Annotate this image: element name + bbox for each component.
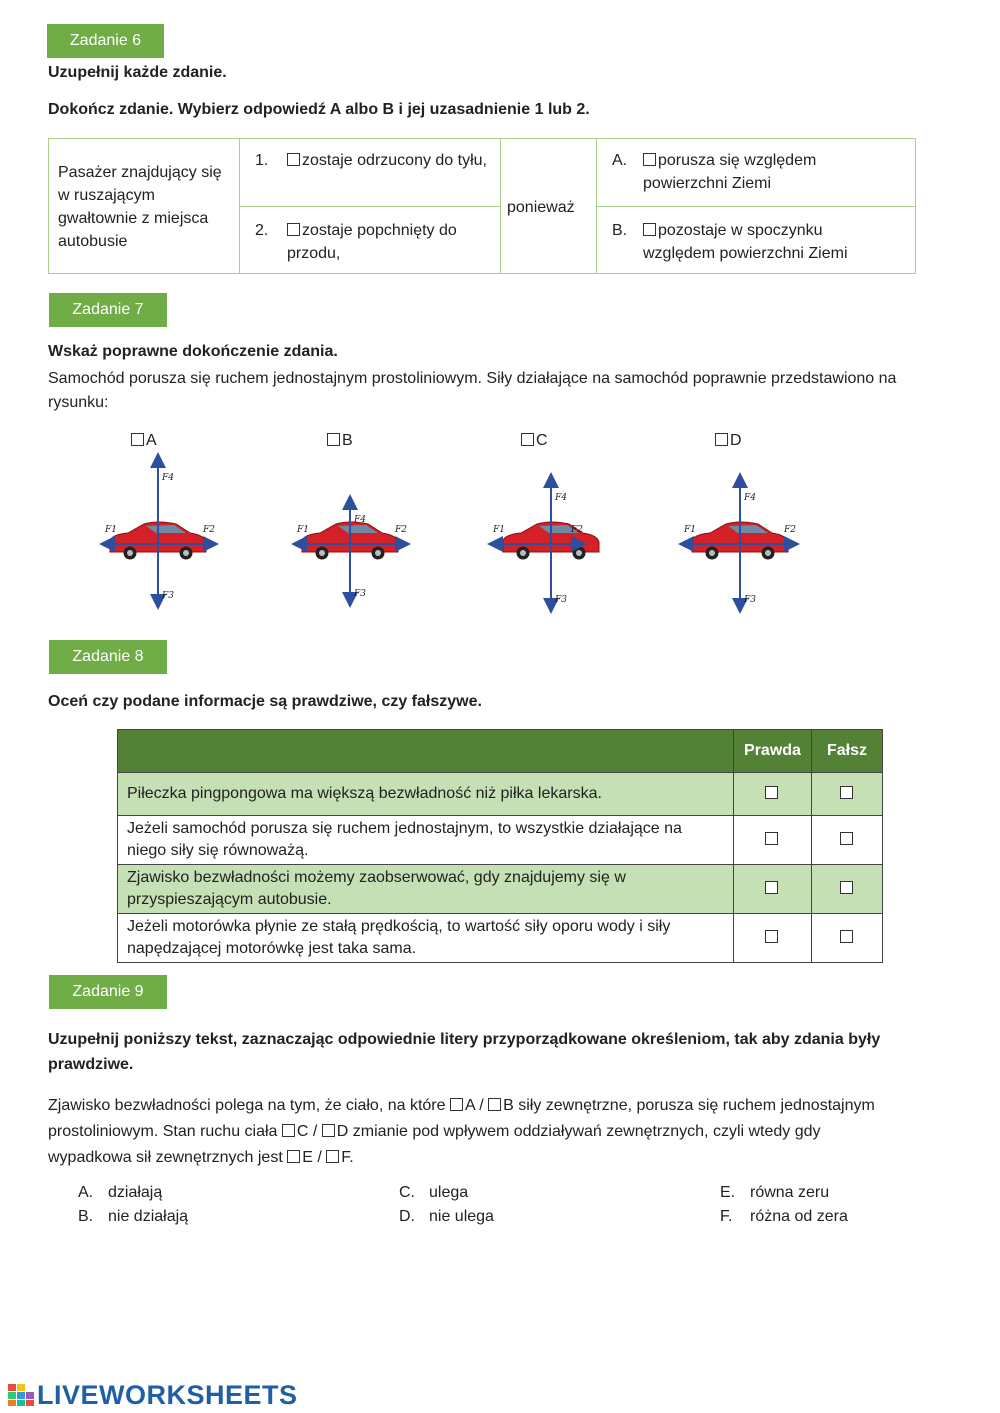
z7-option-a-label: A xyxy=(146,432,157,449)
checkbox[interactable] xyxy=(287,223,300,236)
z9-instruction: Uzupełnij poniższy tekst, zaznaczając odpowiednie litery przyporządkowane określeniom, tak aby zdania były prawdziwe. xyxy=(48,1031,881,1073)
z7-option-a[interactable] xyxy=(131,432,157,450)
z9-paragraph: Zjawisko bezwładności polega na tym, że ciało, na które A / B siły zewnętrzne, porusza się ruchem jednostajnym prostoliniowym. Stan ruchu ciała C / D zmianie pod wpływem oddziaływań zewnętrznych, czyli wtedy gdy wypadkowa sił zewnętrznych jest E / F. xyxy=(48,1097,875,1166)
force-f2-label: F2 xyxy=(784,525,796,535)
z6-opt2-num: 2. xyxy=(255,222,269,239)
z7-force-diagrams xyxy=(0,450,1000,620)
table-row xyxy=(118,816,883,865)
zadanie-9-badge: Zadanie 9 xyxy=(49,975,167,1009)
z6-opt1-text: zostaje odrzucony do tyłu, xyxy=(302,152,487,169)
z8-table xyxy=(117,729,883,963)
z6-subject: Pasażer znajdujący się w ruszającym gwałtownie z miejsca autobusie xyxy=(58,164,222,250)
z6-optA-num: A. xyxy=(612,152,628,169)
col-prawda: Prawda xyxy=(734,730,812,773)
z9-option-a: A. działają xyxy=(78,1184,163,1201)
true-checkbox[interactable] xyxy=(765,881,778,894)
z9-option-d: D. nie ulega xyxy=(399,1208,494,1225)
table-row xyxy=(118,914,883,963)
z6-optA-text: porusza się względem powierzchni Ziemi xyxy=(643,152,817,192)
false-checkbox[interactable] xyxy=(840,786,853,799)
false-checkbox[interactable] xyxy=(840,832,853,845)
z6-instruction-2: Dokończ zdanie. Wybierz odpowiedź A albo B i jej uzasadnienie 1 lub 2. xyxy=(48,101,590,118)
z6-instruction-1: Uzupełnij każde zdanie. xyxy=(48,64,227,81)
z7-option-b-label: B xyxy=(342,432,353,449)
z6-opt2[interactable] xyxy=(287,219,487,265)
force-f4-label: F4 xyxy=(354,515,366,525)
checkbox-d[interactable] xyxy=(322,1124,335,1137)
statement: Jeżeli motorówka płynie ze stałą prędkością, to wartość siły oporu wody i siły napędzającej motorówkę jest taka sama. xyxy=(118,914,734,963)
z9-option-e: E. równa zeru xyxy=(720,1184,830,1201)
true-checkbox[interactable] xyxy=(765,786,778,799)
checkbox-b[interactable] xyxy=(488,1098,501,1111)
z6-opt1-num: 1. xyxy=(255,152,269,169)
checkbox[interactable] xyxy=(131,433,144,446)
z7-instruction: Wskaż poprawne dokończenie zdania. xyxy=(48,343,338,360)
force-f1-label: F1 xyxy=(493,525,505,535)
checkbox[interactable] xyxy=(327,433,340,446)
checkbox-a[interactable] xyxy=(450,1098,463,1111)
z6-optA[interactable] xyxy=(643,149,893,195)
checkbox[interactable] xyxy=(643,153,656,166)
force-f2-label: F2 xyxy=(395,525,407,535)
z9-option-c: C. ulega xyxy=(399,1184,469,1201)
true-checkbox[interactable] xyxy=(765,832,778,845)
checkbox[interactable] xyxy=(287,153,300,166)
checkbox-c[interactable] xyxy=(282,1124,295,1137)
force-f1-label: F1 xyxy=(684,525,696,535)
z7-option-d-label: D xyxy=(730,432,742,449)
z6-optB-text: pozostaje w spoczynku względem powierzchni Ziemi xyxy=(643,222,848,262)
force-f3-label: F3 xyxy=(555,595,567,605)
statement: Piłeczka pingpongowa ma większą bezwładność niż piłka lekarska. xyxy=(118,773,734,816)
zadanie-8-badge: Zadanie 8 xyxy=(49,640,167,674)
force-f4-label: F4 xyxy=(744,493,756,503)
false-checkbox[interactable] xyxy=(840,881,853,894)
checkbox[interactable] xyxy=(715,433,728,446)
force-f2-label: F2 xyxy=(203,525,215,535)
force-f3-label: F3 xyxy=(744,595,756,605)
force-f4-label: F4 xyxy=(555,493,567,503)
col-falsz: Fałsz xyxy=(812,730,883,773)
zadanie-7-badge: Zadanie 7 xyxy=(49,293,167,327)
z6-because: ponieważ xyxy=(507,199,575,216)
zadanie-6-badge: Zadanie 6 xyxy=(47,24,164,58)
z9-option-b: B. nie działają xyxy=(78,1208,189,1225)
liveworksheets-logo: LIVEWORKSHEETS xyxy=(8,1380,298,1413)
z7-option-d[interactable] xyxy=(715,432,742,450)
force-f1-label: F1 xyxy=(297,525,309,535)
z6-opt2-text: zostaje popchnięty do przodu, xyxy=(287,222,457,262)
checkbox[interactable] xyxy=(643,223,656,236)
checkbox[interactable] xyxy=(521,433,534,446)
table-row xyxy=(118,773,883,816)
table-row xyxy=(118,865,883,914)
force-f3-label: F3 xyxy=(354,589,366,599)
z7-option-c-label: C xyxy=(536,432,548,449)
checkbox-e[interactable] xyxy=(287,1150,300,1163)
z8-instruction: Oceń czy podane informacje są prawdziwe, czy fałszywe. xyxy=(48,693,482,710)
checkbox-f[interactable] xyxy=(326,1150,339,1163)
false-checkbox[interactable] xyxy=(840,930,853,943)
z9-option-f: F. różna od zera xyxy=(720,1208,848,1225)
z6-table xyxy=(48,138,916,274)
force-f4-label: F4 xyxy=(162,473,174,483)
force-f3-label: F3 xyxy=(162,591,174,601)
z7-text: Samochód porusza się ruchem jednostajnym prostoliniowym. Siły działające na samochód poprawnie przedstawiono na rysunku: xyxy=(48,370,897,411)
force-f2-label: F2 xyxy=(571,525,583,535)
statement: Jeżeli samochód porusza się ruchem jednostajnym, to wszystkie działające na niego siły się równoważą. xyxy=(118,816,734,865)
force-f1-label: F1 xyxy=(105,525,117,535)
z7-option-c[interactable] xyxy=(521,432,548,450)
logo-blocks-icon xyxy=(8,1382,34,1413)
z6-opt1[interactable] xyxy=(287,149,487,172)
z7-option-b[interactable] xyxy=(327,432,353,450)
z6-optB-num: B. xyxy=(612,222,628,239)
statement: Zjawisko bezwładności możemy zaobserwować, gdy znajdujemy się w przyspieszającym autobusie. xyxy=(118,865,734,914)
z6-optB[interactable] xyxy=(643,219,893,265)
true-checkbox[interactable] xyxy=(765,930,778,943)
